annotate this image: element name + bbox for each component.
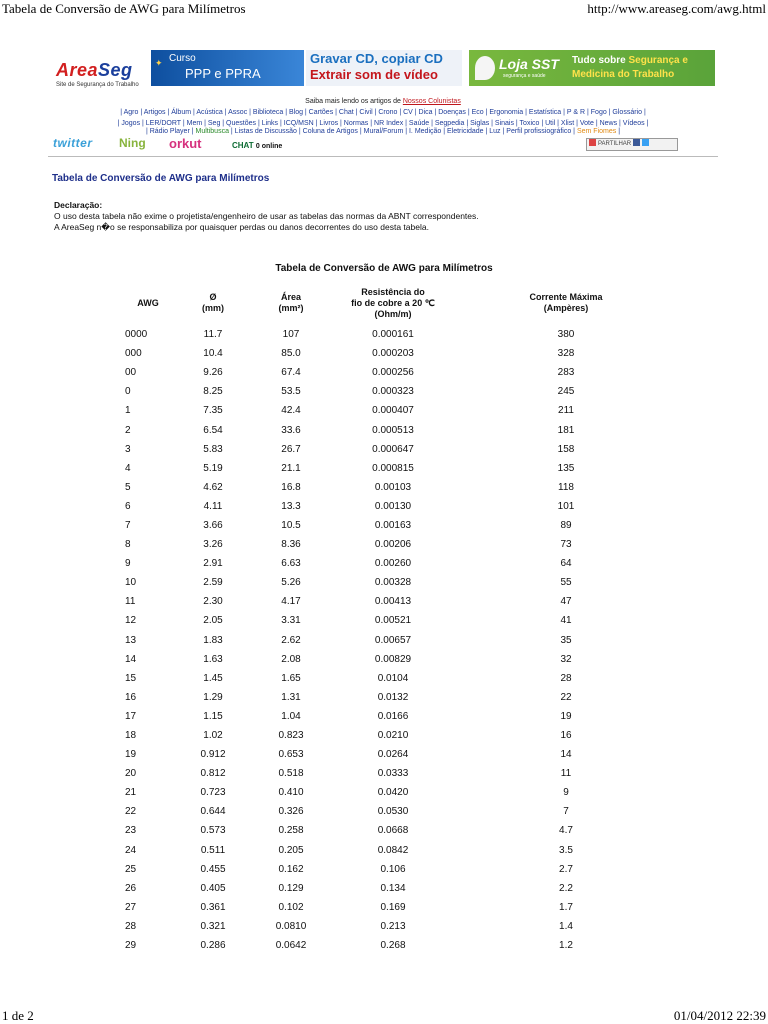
cell-current: 89 [560, 519, 572, 531]
nav-sem-fiomes[interactable]: Sem Fiomes [576, 128, 617, 135]
cell-current: 35 [560, 634, 572, 646]
table-row [119, 592, 679, 611]
cell-area: 0.102 [278, 901, 304, 913]
table-row [119, 669, 679, 688]
cell-awg: 12 [125, 615, 137, 627]
table-row [119, 401, 679, 420]
declaration [54, 200, 479, 232]
cell-area: 13.3 [281, 500, 301, 512]
cell-awg: 20 [125, 768, 137, 780]
cell-current: 73 [560, 539, 572, 551]
table-row [119, 898, 679, 917]
cell-resistance: 0.000815 [372, 462, 414, 474]
cell-resistance: 0.00206 [374, 539, 412, 551]
cell-area: 0.0810 [275, 920, 307, 932]
table-row [119, 573, 679, 592]
header-max-current: Corrente Máxima (Ampères) [529, 292, 603, 313]
share-label: PARTILHAR [598, 141, 632, 147]
cell-resistance: 0.000647 [372, 443, 414, 455]
nav-links-line1[interactable]: | Agro | Artigos | Álbum | Acústica | Assoc | Biblioteca | Blog | Cartões | Chat | Civil | Crono | CV | Dica | Doenças | Eco | Ergonomia | Estatística | P & R | Fogo | Glossário | [120, 109, 646, 116]
banner-loja-text-highlight: Segurança e [628, 55, 688, 66]
cell-diameter: 0.511 [200, 844, 226, 856]
cell-diameter: 0.321 [200, 920, 226, 932]
cell-awg: 10 [125, 577, 137, 589]
cell-diameter: 2.05 [203, 615, 223, 627]
cell-current: 14 [560, 749, 572, 761]
cell-diameter: 1.45 [203, 672, 223, 684]
cell-current: 28 [560, 672, 572, 684]
cell-awg: 28 [125, 920, 137, 932]
cell-current: 9 [563, 787, 569, 799]
table-row [119, 879, 679, 898]
cell-resistance: 0.0104 [377, 672, 409, 684]
banner-loja-text2: Medicina do Trabalho [572, 69, 675, 80]
cell-current: 16 [560, 730, 572, 742]
table-row [119, 936, 679, 955]
cell-resistance: 0.00829 [374, 653, 412, 665]
cell-area: 0.258 [278, 825, 304, 837]
cell-area: 10.5 [281, 519, 301, 531]
cell-current: 135 [557, 462, 575, 474]
cell-current: 2.2 [559, 882, 573, 894]
banner-gravar-line1: Gravar CD, copiar CD [310, 51, 443, 66]
print-title: Tabela de Conversão de AWG para Milímetros [2, 1, 246, 16]
nav-radio-player[interactable]: | Rádio Player | [145, 128, 194, 135]
cell-awg: 15 [125, 672, 137, 684]
cell-resistance: 0.00521 [374, 615, 412, 627]
cell-resistance: 0.00657 [374, 634, 412, 646]
cell-resistance: 0.000407 [372, 405, 414, 417]
cell-diameter: 0.812 [200, 768, 226, 780]
cell-awg: 8 [125, 539, 131, 551]
cell-resistance: 0.0210 [377, 730, 409, 742]
header-diameter: Ø (mm) [202, 292, 224, 313]
cell-area: 0.410 [278, 787, 304, 799]
cell-current: 32 [560, 653, 572, 665]
cell-area: 0.205 [278, 844, 304, 856]
table-row [119, 478, 679, 497]
areaseg-logo[interactable] [56, 60, 148, 90]
cell-diameter: 2.30 [203, 596, 223, 608]
page-number: 1 de 2 [2, 1008, 34, 1023]
share-icon [589, 139, 596, 146]
cell-awg: 00 [125, 367, 137, 379]
cell-diameter: 11.7 [203, 329, 223, 341]
table-row [119, 459, 679, 478]
cell-diameter: 0.361 [200, 901, 226, 913]
table-row [119, 344, 679, 363]
table-row [119, 440, 679, 459]
nav-intro-text: Saiba mais lendo os artigos de [305, 98, 401, 105]
cell-current: 158 [557, 443, 575, 455]
cell-area: 2.62 [281, 634, 301, 646]
table-row [119, 688, 679, 707]
cell-resistance: 0.169 [380, 901, 406, 913]
cell-diameter: 7.35 [203, 405, 223, 417]
cell-awg: 5 [125, 481, 131, 493]
cell-area: 42.4 [281, 405, 301, 417]
print-url[interactable]: http://www.areaseg.com/awg.html [587, 1, 766, 16]
cell-awg: 3 [125, 443, 131, 455]
header-divider [48, 156, 718, 157]
cell-diameter: 0.455 [200, 863, 226, 875]
orkut-link[interactable]: orkut [169, 136, 202, 151]
banner-gravar-cd[interactable] [306, 50, 462, 86]
cell-current: 380 [557, 329, 575, 341]
table-row [119, 860, 679, 879]
cell-awg: 24 [125, 844, 137, 856]
header-resistance: Resistência do fio de cobre a 20 ℃ (Ohm/m) [351, 286, 435, 319]
banner-loja-text [572, 54, 688, 82]
cell-area: 0.162 [278, 863, 304, 875]
banner-sparkle-icon: ✦ [155, 58, 163, 68]
cell-area: 6.63 [281, 558, 301, 570]
cell-area: 0.129 [278, 882, 304, 894]
logo-word-area: Area [56, 60, 99, 80]
table-row [119, 707, 679, 726]
table-row [119, 554, 679, 573]
cell-awg: 14 [125, 653, 137, 665]
cell-awg: 25 [125, 863, 137, 875]
nav-multibusca[interactable]: Multibusca [195, 128, 229, 135]
cell-diameter: 1.83 [203, 634, 223, 646]
banner-loja-title: Loja SST [499, 56, 559, 72]
cell-diameter: 2.59 [203, 577, 223, 589]
cell-resistance: 0.00163 [374, 519, 412, 531]
cell-resistance: 0.00328 [374, 577, 412, 589]
cell-resistance: 0.0668 [377, 825, 409, 837]
cell-resistance: 0.268 [380, 940, 406, 952]
cell-area: 0.326 [278, 806, 304, 818]
cell-resistance: 0.00260 [374, 558, 412, 570]
table-row [119, 802, 679, 821]
cell-current: 1.4 [559, 920, 573, 932]
cell-current: 4.7 [559, 825, 573, 837]
declaration-line1: O uso desta tabela não exime o projetista/engenheiro de usar as tabelas das normas da ABNT correspondentes. [54, 210, 479, 221]
print-datetime: 01/04/2012 22:39 [673, 1008, 766, 1023]
cell-resistance: 0.000203 [372, 348, 414, 360]
cell-resistance: 0.000161 [372, 329, 414, 341]
cell-diameter: 3.66 [203, 519, 223, 531]
cell-awg: 11 [125, 596, 136, 608]
cell-awg: 2 [125, 424, 131, 436]
cell-awg: 0 [125, 386, 131, 398]
awg-conversion-table [119, 281, 679, 955]
declaration-title: Declaração: [54, 200, 103, 210]
cell-diameter: 10.4 [203, 348, 223, 360]
cell-diameter: 2.91 [203, 558, 223, 570]
cell-awg: 1 [125, 405, 131, 417]
cell-current: 2.7 [559, 863, 573, 875]
table-row [119, 497, 679, 516]
cell-diameter: 4.11 [203, 500, 223, 512]
cell-current: 211 [558, 405, 574, 417]
table-row [119, 821, 679, 840]
cell-awg: 23 [125, 825, 137, 837]
table-row [119, 841, 679, 860]
cell-current: 55 [560, 577, 572, 589]
cell-awg: 19 [125, 749, 137, 761]
table-row [119, 535, 679, 554]
chat-online-count: 0 online [255, 143, 283, 150]
cell-current: 328 [557, 348, 575, 360]
cell-current: 11 [560, 768, 572, 780]
table-row [119, 650, 679, 669]
cell-resistance: 0.106 [380, 863, 406, 875]
header-area: Área (mm²) [278, 292, 304, 313]
cell-area: 26.7 [281, 443, 301, 455]
cell-current: 3.5 [559, 844, 573, 856]
cell-current: 47 [560, 596, 572, 608]
twitter-link[interactable]: twitter [53, 136, 93, 150]
cell-diameter: 0.573 [200, 825, 226, 837]
cell-resistance: 0.00130 [374, 500, 412, 512]
cell-awg: 18 [125, 730, 137, 742]
cell-area: 67.4 [281, 367, 301, 379]
cell-resistance: 0.000323 [372, 386, 414, 398]
cell-resistance: 0.000256 [372, 367, 414, 379]
cell-current: 19 [560, 710, 572, 722]
cell-awg: 16 [125, 691, 137, 703]
cell-current: 1.7 [559, 901, 573, 913]
table-row [119, 363, 679, 382]
cell-diameter: 1.02 [203, 730, 223, 742]
chat-label: CHAT [232, 141, 254, 150]
cell-current: 118 [558, 481, 574, 493]
cell-awg: 0000 [125, 329, 148, 341]
cell-resistance: 0.0842 [377, 844, 409, 856]
cell-resistance: 0.0333 [377, 768, 409, 780]
cell-awg: 21 [125, 787, 137, 799]
cell-current: 22 [560, 691, 572, 703]
cell-diameter: 6.54 [203, 424, 223, 436]
banner-loja-sub: segurança e saúde [503, 73, 546, 79]
table-row [119, 631, 679, 650]
cell-awg: 26 [125, 882, 137, 894]
cell-area: 16.8 [281, 481, 301, 493]
nav-line3-end: | [618, 128, 621, 135]
banner-curso-label: Curso [169, 53, 196, 64]
cell-diameter: 0.723 [200, 787, 226, 799]
cell-area: 8.36 [281, 539, 301, 551]
cell-resistance: 0.134 [380, 882, 406, 894]
cell-current: 283 [557, 367, 575, 379]
cell-resistance: 0.00413 [374, 596, 412, 608]
cell-resistance: 0.0132 [377, 691, 409, 703]
cell-diameter: 5.83 [203, 443, 223, 455]
cell-current: 101 [557, 500, 575, 512]
cell-area: 2.08 [281, 653, 301, 665]
table-row [119, 611, 679, 630]
nav-intro [48, 96, 718, 107]
banner-curso-ppp-ppra[interactable] [151, 50, 304, 86]
print-footer [0, 1008, 768, 1024]
banner-loja-sst[interactable] [469, 50, 715, 86]
cell-area: 1.65 [281, 672, 301, 684]
cell-awg: 000 [125, 348, 142, 360]
cell-diameter: 0.286 [200, 940, 226, 952]
cell-diameter: 1.15 [203, 710, 223, 722]
cell-current: 181 [557, 424, 575, 436]
ning-link[interactable]: Ning [119, 136, 146, 150]
nav-listas[interactable]: | Listas de Discussão | Coluna de Artigos | Mural/Forum | I. Medição | Eletricidade | Luz | Perfil profissiográfico | [230, 128, 576, 135]
banner-gravar-line2: Extrair som de vídeo [310, 67, 438, 82]
table-row [119, 516, 679, 535]
table-row [119, 420, 679, 439]
cell-area: 0.0642 [275, 940, 307, 952]
table-row [119, 745, 679, 764]
cell-resistance: 0.0420 [377, 787, 409, 799]
cell-area: 0.518 [278, 768, 304, 780]
cell-resistance: 0.000513 [372, 424, 414, 436]
table-body [119, 325, 679, 955]
cell-area: 1.31 [281, 691, 301, 703]
facebook-icon [633, 139, 640, 146]
share-button[interactable] [586, 138, 678, 151]
cell-awg: 29 [125, 940, 137, 952]
cell-resistance: 0.213 [380, 920, 406, 932]
cell-current: 1.2 [559, 940, 573, 952]
table-row [119, 325, 679, 344]
nav-links-line3[interactable] [48, 126, 718, 137]
cell-awg: 13 [125, 634, 137, 646]
cell-diameter: 0.405 [200, 882, 226, 894]
cell-diameter: 4.62 [203, 481, 223, 493]
cell-awg: 27 [125, 901, 137, 913]
cell-area: 85.0 [281, 348, 301, 360]
cell-diameter: 8.25 [203, 386, 223, 398]
logo-tagline: Site de Segurança do Trabalho [56, 82, 139, 88]
twitter-icon [642, 139, 649, 146]
table-row [119, 726, 679, 745]
cell-diameter: 1.29 [203, 691, 223, 703]
cell-current: 7 [563, 806, 569, 818]
cell-resistance: 0.0166 [377, 710, 409, 722]
table-title: Tabela de Conversão de AWG para Milímetros [275, 263, 493, 274]
cell-area: 53.5 [281, 386, 301, 398]
cell-diameter: 3.26 [203, 539, 223, 551]
cell-diameter: 1.63 [203, 653, 223, 665]
cell-resistance: 0.00103 [374, 481, 412, 493]
cell-awg: 4 [125, 462, 131, 474]
cell-awg: 22 [125, 806, 137, 818]
banner-loja-text1: Tudo sobre [572, 55, 626, 66]
cell-awg: 17 [125, 710, 137, 722]
cell-area: 21.1 [281, 462, 301, 474]
cell-diameter: 5.19 [203, 462, 223, 474]
cell-current: 245 [557, 386, 575, 398]
table-row [119, 917, 679, 936]
cell-area: 1.04 [281, 710, 301, 722]
banner-curso-title: PPP e PPRA [185, 66, 261, 81]
cell-area: 107 [282, 329, 300, 341]
cell-resistance: 0.0530 [377, 806, 409, 818]
cell-area: 0.823 [278, 730, 304, 742]
nav-links-line2[interactable]: | Jogos | LER/DORT | Mem | Seg | Questões | Links | ICQ/MSN | Livros | Normas | NR Index | Saúde | Segpedia | Siglas | Sinais | Toxico | Util | Xlist | Vote | News | Vídeos | [117, 120, 649, 127]
logo-word-seg: Seg [98, 60, 133, 80]
cell-current: 41 [560, 615, 572, 627]
cell-resistance: 0.0264 [377, 749, 409, 761]
cell-area: 4.17 [281, 596, 301, 608]
leaf-icon [475, 56, 495, 80]
cell-current: 64 [560, 558, 572, 570]
cell-awg: 6 [125, 500, 131, 512]
table-row [119, 764, 679, 783]
cell-area: 3.31 [281, 615, 301, 627]
print-header [0, 0, 768, 18]
cell-area: 33.6 [281, 424, 301, 436]
cell-awg: 7 [125, 519, 131, 531]
cell-diameter: 0.912 [200, 749, 226, 761]
table-header-row [119, 281, 679, 325]
table-row [119, 382, 679, 401]
cell-area: 0.653 [278, 749, 304, 761]
cell-diameter: 0.644 [200, 806, 226, 818]
cell-diameter: 9.26 [203, 367, 223, 379]
header-awg: AWG [137, 297, 159, 308]
page-title: Tabela de Conversão de AWG para Milímetros [52, 173, 270, 184]
declaration-line2: A AreaSeg n�o se responsabiliza por quaisquer perdas ou danos decorrentes do uso desta tabela. [54, 221, 429, 232]
cell-area: 5.26 [281, 577, 301, 589]
nav-colunistas-link[interactable]: Nossos Colunistas [402, 98, 461, 105]
cell-awg: 9 [125, 558, 131, 570]
table-row [119, 783, 679, 802]
